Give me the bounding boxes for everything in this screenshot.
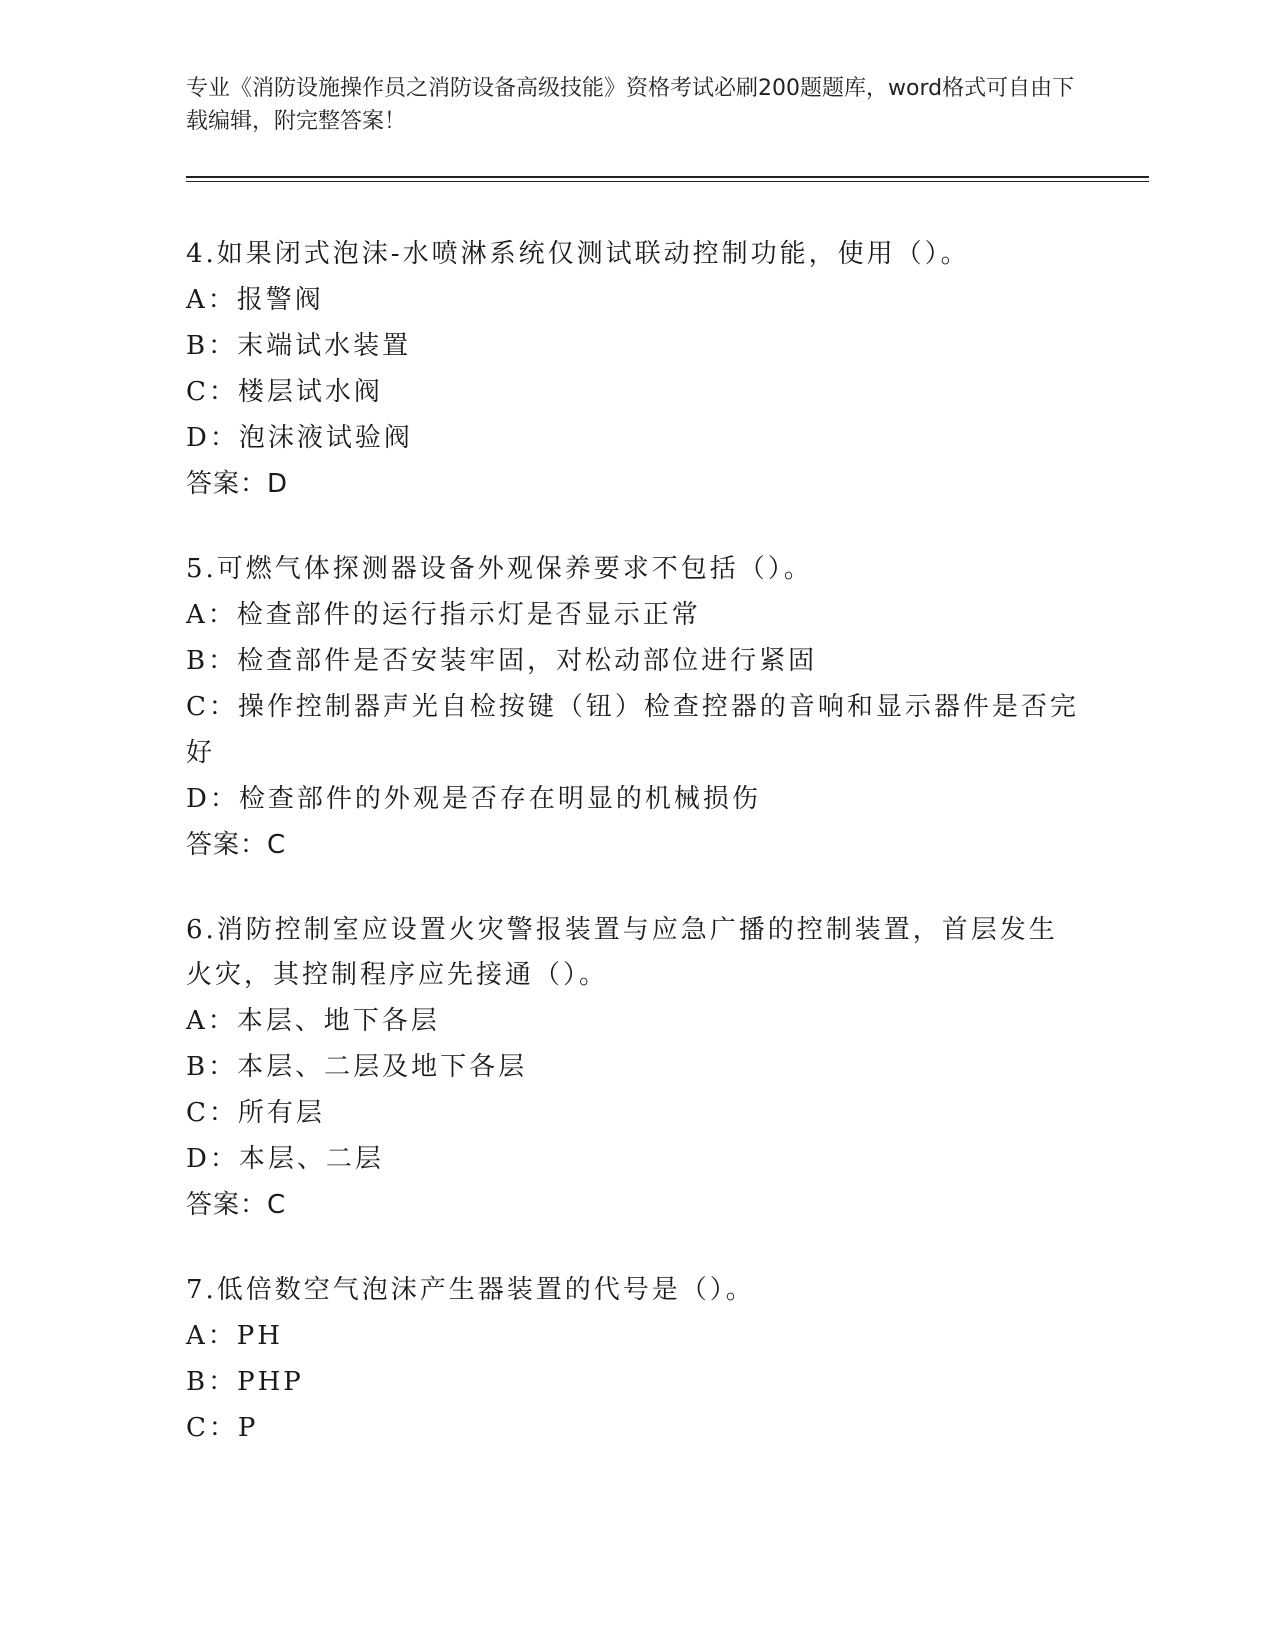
question-4 xyxy=(186,232,1086,507)
option-c: C：P xyxy=(186,1413,259,1443)
option-a: A：报警阀 xyxy=(186,285,324,315)
option-a: A：检查部件的运行指示灯是否显示正常 xyxy=(186,600,701,630)
option-c: C：所有层 xyxy=(186,1098,325,1128)
option-a: A：本层、地下各层 xyxy=(186,1006,440,1036)
question-stem: 7.低倍数空气泡沫产生器装置的代号是（）。 xyxy=(186,1275,755,1305)
option-a: A：PH xyxy=(186,1321,283,1351)
option-c: C：操作控制器声光自检按键（钮）检查控器的音响和显示器件是否完好 xyxy=(186,692,1079,768)
answer-label: 答案：C xyxy=(186,830,287,860)
answer-label: 答案：C xyxy=(186,1190,287,1220)
option-b: B：PHP xyxy=(186,1367,304,1397)
answer-label: 答案：D xyxy=(186,469,289,499)
option-d: D：本层、二层 xyxy=(186,1144,384,1174)
document-header: 专业《消防设施操作员之消防设备高级技能》资格考试必刷200题题库，word格式可自由下载编辑，附完整答案！ xyxy=(186,76,1075,134)
option-d: D：检查部件的外观是否存在明显的机械损伤 xyxy=(186,784,761,814)
question-stem: 5.可燃气体探测器设备外观保养要求不包括（）。 xyxy=(186,554,813,584)
option-b: B：检查部件是否安装牢固，对松动部位进行紧固 xyxy=(186,646,818,676)
option-b: B：末端试水装置 xyxy=(186,331,412,361)
option-d: D：泡沫液试验阀 xyxy=(186,423,413,453)
question-stem: 4.如果闭式泡沫-水喷淋系统仅测试联动控制功能，使用（）。 xyxy=(186,239,970,269)
question-5 xyxy=(186,547,1086,868)
header-divider-thin xyxy=(186,181,1149,182)
question-list xyxy=(186,232,1086,1491)
option-c: C：楼层试水阀 xyxy=(186,377,383,407)
question-stem: 6.消防控制室应设置火灾警报装置与应急广播的控制装置，首层发生火灾，其控制程序应先接通（）。 xyxy=(186,915,1058,990)
option-b: B：本层、二层及地下各层 xyxy=(186,1052,528,1082)
question-6 xyxy=(186,908,1086,1228)
header-divider xyxy=(186,176,1149,178)
question-7 xyxy=(186,1268,1086,1451)
